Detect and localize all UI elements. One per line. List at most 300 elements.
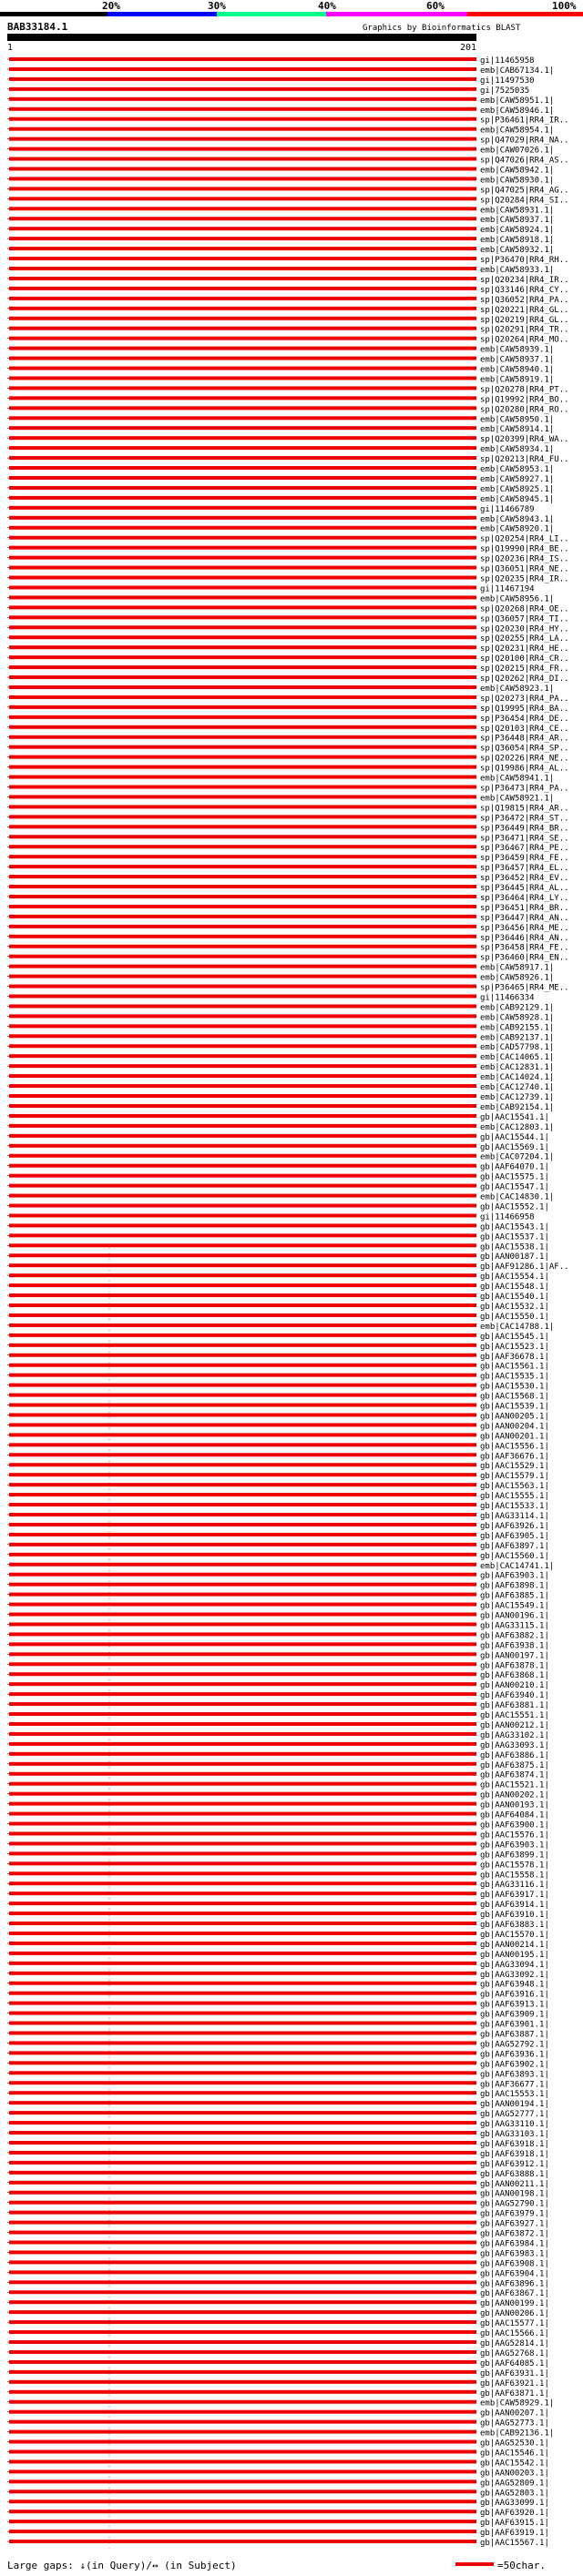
hit-bar[interactable] <box>9 1692 476 1696</box>
hit-row[interactable] <box>7 954 569 963</box>
hit-row[interactable] <box>7 435 569 444</box>
hit-label[interactable]: gb|AAG33093.1| <box>480 1740 549 1750</box>
hit-label[interactable]: emb|CAW58932.1| <box>480 246 555 256</box>
hit-label[interactable]: gb|AAN00198.1| <box>480 2189 549 2199</box>
hit-label[interactable]: gb|AAC15575.1| <box>480 1172 549 1182</box>
hit-row[interactable] <box>7 974 554 983</box>
hit-label[interactable]: gb|AAG33115.1| <box>480 1621 549 1631</box>
hit-row[interactable] <box>7 1522 549 1531</box>
hit-label[interactable]: gb|AAG52773.1| <box>480 2419 549 2429</box>
hit-label[interactable]: sp|Q20264|RR4_MO.. <box>480 335 569 345</box>
hit-row[interactable] <box>7 725 569 734</box>
hit-row[interactable] <box>7 525 554 534</box>
hit-row[interactable] <box>7 594 554 603</box>
hit-bar[interactable] <box>9 2240 476 2244</box>
hit-row[interactable] <box>7 2060 549 2069</box>
hit-bar[interactable] <box>9 675 476 679</box>
hit-row[interactable] <box>7 1602 549 1611</box>
hit-row[interactable] <box>7 2309 549 2318</box>
hit-row[interactable] <box>7 1991 549 2000</box>
hit-bar[interactable] <box>9 1932 476 1935</box>
hit-label[interactable]: gb|AAF63908.1| <box>480 2259 549 2269</box>
hit-label[interactable]: sp|P36467|RR4_PE.. <box>480 844 569 854</box>
hit-label[interactable]: gi|11466958 <box>480 1212 535 1222</box>
hit-label[interactable]: sp|Q36054|RR4_SP.. <box>480 744 569 754</box>
hit-label[interactable]: sp|Q20255|RR4_LA.. <box>480 634 569 644</box>
hit-label[interactable]: sp|Q20213|RR4_FU.. <box>480 455 569 465</box>
hit-row[interactable] <box>7 1641 549 1650</box>
hit-bar[interactable] <box>9 1543 476 1547</box>
hit-bar[interactable] <box>9 2260 476 2264</box>
hit-label[interactable]: emb|CAC07204.1| <box>480 1152 555 1162</box>
hit-bar[interactable] <box>9 1164 476 1168</box>
hit-label[interactable]: gb|AAF63948.1| <box>480 1980 549 1990</box>
hit-label[interactable]: gb|AAF63904.1| <box>480 2269 549 2279</box>
hit-label[interactable]: gb|AAN00205.1| <box>480 1412 549 1422</box>
hit-bar[interactable] <box>9 1772 476 1776</box>
hit-label[interactable]: gb|AAG52814.1| <box>480 2339 549 2349</box>
hit-label[interactable]: gb|AAF63903.1| <box>480 1571 549 1581</box>
hit-row[interactable] <box>7 2459 549 2468</box>
hit-label[interactable]: emb|CAC12831.1| <box>480 1063 555 1073</box>
hit-row[interactable] <box>7 654 569 664</box>
hit-label[interactable]: gb|AAC15543.1| <box>480 1222 549 1232</box>
hit-row[interactable] <box>7 505 535 514</box>
hit-label[interactable]: sp|P36464|RR4_LY.. <box>480 893 569 903</box>
hit-label[interactable]: gb|AAC15546.1| <box>480 2449 549 2459</box>
hit-bar[interactable] <box>9 1124 476 1128</box>
hit-row[interactable] <box>7 685 554 694</box>
hit-row[interactable] <box>7 1572 549 1581</box>
hit-bar[interactable] <box>9 2490 476 2493</box>
hit-bar[interactable] <box>9 1871 476 1875</box>
hit-bar[interactable] <box>9 77 476 81</box>
hit-label[interactable]: gb|AAC15549.1| <box>480 1601 549 1611</box>
hit-label[interactable]: emb|CAW58941.1| <box>480 774 555 784</box>
hit-bar[interactable] <box>9 107 476 111</box>
hit-row[interactable] <box>7 2200 549 2209</box>
hit-label[interactable]: gb|AAN00206.1| <box>480 2309 549 2319</box>
hit-bar[interactable] <box>9 67 476 71</box>
hit-row[interactable] <box>7 1651 549 1660</box>
hit-row[interactable] <box>7 1891 549 1900</box>
hit-row[interactable] <box>7 924 569 933</box>
hit-row[interactable] <box>7 485 554 494</box>
hit-row[interactable] <box>7 1532 549 1541</box>
hit-bar[interactable] <box>9 1831 476 1835</box>
hit-row[interactable] <box>7 1621 549 1630</box>
hit-label[interactable]: gb|AAF63983.1| <box>480 2249 549 2259</box>
hit-bar[interactable] <box>9 2290 476 2294</box>
hit-bar[interactable] <box>9 705 476 709</box>
hit-bar[interactable] <box>9 1443 476 1446</box>
hit-label[interactable]: sp|Q20273|RR4_PA.. <box>480 694 569 704</box>
hit-bar[interactable] <box>9 1413 476 1416</box>
hit-label[interactable]: gb|AAC15552.1| <box>480 1202 549 1212</box>
hit-row[interactable] <box>7 266 554 275</box>
hit-bar[interactable] <box>9 187 476 190</box>
hit-label[interactable]: gb|AAC15567.1| <box>480 2539 549 2549</box>
hit-bar[interactable] <box>9 2310 476 2314</box>
hit-bar[interactable] <box>9 1861 476 1865</box>
hit-bar[interactable] <box>9 2231 476 2235</box>
hit-label[interactable]: gb|AAC15558.1| <box>480 1871 549 1881</box>
hit-row[interactable] <box>7 2140 549 2149</box>
hit-bar[interactable] <box>9 2540 476 2543</box>
hit-label[interactable]: gb|AAF63875.1| <box>480 1760 549 1770</box>
hit-row[interactable] <box>7 515 554 524</box>
hit-row[interactable] <box>7 1232 549 1242</box>
hit-label[interactable]: gb|AAF63920.1| <box>480 2509 549 2519</box>
hit-bar[interactable] <box>9 506 476 510</box>
hit-row[interactable] <box>7 1472 549 1481</box>
hit-label[interactable]: gb|AAF63926.1| <box>480 1521 549 1531</box>
hit-label[interactable]: emb|CAW58943.1| <box>480 514 555 524</box>
hit-label[interactable]: emb|CAW58919.1| <box>480 375 555 385</box>
hit-bar[interactable] <box>9 426 476 430</box>
hit-label[interactable]: gb|AAF63874.1| <box>480 1770 549 1780</box>
hit-bar[interactable] <box>9 1652 476 1656</box>
hit-row[interactable] <box>7 874 569 883</box>
hit-label[interactable]: gb|AAF63979.1| <box>480 2209 549 2219</box>
hit-row[interactable] <box>7 664 569 674</box>
hit-row[interactable] <box>7 2001 549 2010</box>
hit-row[interactable] <box>7 56 535 66</box>
hit-label[interactable]: gb|AAN00211.1| <box>480 2179 549 2189</box>
hit-row[interactable] <box>7 814 569 823</box>
hit-bar[interactable] <box>9 1891 476 1895</box>
hit-row[interactable] <box>7 884 569 893</box>
hit-bar[interactable] <box>9 486 476 490</box>
hit-label[interactable]: gb|AAG52790.1| <box>480 2199 549 2209</box>
hit-row[interactable] <box>7 584 535 593</box>
hit-bar[interactable] <box>9 615 476 619</box>
hit-row[interactable] <box>7 2429 554 2439</box>
hit-label[interactable]: gb|AAF63872.1| <box>480 2229 549 2239</box>
hit-label[interactable]: gb|AAG33092.1| <box>480 1970 549 1980</box>
hit-bar[interactable] <box>9 935 476 938</box>
hit-row[interactable] <box>7 1242 549 1252</box>
hit-row[interactable] <box>7 1801 549 1810</box>
hit-row[interactable] <box>7 604 569 614</box>
hit-row[interactable] <box>7 2249 549 2258</box>
hit-row[interactable] <box>7 2220 549 2229</box>
hit-label[interactable]: sp|Q19986|RR4_AL.. <box>480 764 569 774</box>
hit-bar[interactable] <box>9 566 476 570</box>
hit-bar[interactable] <box>9 1922 476 1925</box>
hit-bar[interactable] <box>9 1044 476 1048</box>
hit-row[interactable] <box>7 695 569 704</box>
hit-bar[interactable] <box>9 227 476 230</box>
hit-row[interactable] <box>7 735 569 744</box>
hit-label[interactable]: gb|AAN00199.1| <box>480 2299 549 2309</box>
hit-bar[interactable] <box>9 715 476 719</box>
hit-bar[interactable] <box>9 665 476 669</box>
hit-bar[interactable] <box>9 1384 476 1387</box>
hit-row[interactable] <box>7 1253 549 1262</box>
hit-label[interactable]: gb|AAN00194.1| <box>480 2100 549 2110</box>
hit-label[interactable]: gb|AAG33116.1| <box>480 1881 549 1891</box>
hit-bar[interactable] <box>9 1782 476 1786</box>
hit-label[interactable]: gb|AAF63883.1| <box>480 1921 549 1931</box>
hit-bar[interactable] <box>9 147 476 151</box>
hit-bar[interactable] <box>9 1203 476 1207</box>
hit-bar[interactable] <box>9 1144 476 1148</box>
hit-bar[interactable] <box>9 1622 476 1626</box>
hit-row[interactable] <box>7 2509 549 2518</box>
hit-label[interactable]: gb|AAC15561.1| <box>480 1362 549 1372</box>
hit-row[interactable] <box>7 2469 549 2478</box>
hit-row[interactable] <box>7 2279 549 2288</box>
hit-row[interactable] <box>7 1193 554 1202</box>
hit-row[interactable] <box>7 1083 554 1092</box>
hit-row[interactable] <box>7 984 569 993</box>
hit-bar[interactable] <box>9 1533 476 1536</box>
hit-bar[interactable] <box>9 2061 476 2064</box>
hit-bar[interactable] <box>9 1902 476 1905</box>
hit-row[interactable] <box>7 1951 549 1960</box>
hit-row[interactable] <box>7 1941 549 1950</box>
hit-label[interactable]: emb|CAW58956.1| <box>480 594 555 604</box>
hit-bar[interactable] <box>9 1104 476 1108</box>
hit-label[interactable]: sp|P36458|RR4_FE.. <box>480 943 569 953</box>
hit-bar[interactable] <box>9 1972 476 1975</box>
hit-label[interactable]: gb|AAF63927.1| <box>480 2219 549 2229</box>
hit-label[interactable]: gb|AAF63915.1| <box>480 2519 549 2529</box>
hit-row[interactable] <box>7 1552 549 1561</box>
hit-row[interactable] <box>7 934 569 943</box>
hit-bar[interactable] <box>9 835 476 838</box>
hit-row[interactable] <box>7 1303 549 1312</box>
hit-row[interactable] <box>7 2100 549 2109</box>
hit-bar[interactable] <box>9 297 476 300</box>
hit-label[interactable]: gb|AAF63886.1| <box>480 1750 549 1760</box>
hit-label[interactable]: sp|P36465|RR4_ME.. <box>480 983 569 993</box>
hit-bar[interactable] <box>9 2300 476 2304</box>
hit-bar[interactable] <box>9 945 476 948</box>
hit-bar[interactable] <box>9 406 476 410</box>
hit-label[interactable]: gi|7525035 <box>480 86 530 96</box>
hit-label[interactable]: sp|Q19990|RR4_BE.. <box>480 544 569 554</box>
hit-label[interactable]: emb|CAW58940.1| <box>480 365 555 375</box>
hit-label[interactable]: gb|AAF63905.1| <box>480 1531 549 1541</box>
hit-bar[interactable] <box>9 1423 476 1426</box>
hit-bar[interactable] <box>9 1154 476 1158</box>
hit-bar[interactable] <box>9 57 476 61</box>
hit-label[interactable]: gb|AAN00202.1| <box>480 1790 549 1800</box>
hit-label[interactable]: gb|AAC15532.1| <box>480 1303 549 1312</box>
hit-row[interactable] <box>7 196 569 205</box>
hit-label[interactable]: gb|AAN00196.1| <box>480 1611 549 1621</box>
hit-label[interactable]: emb|CAW58950.1| <box>480 415 555 425</box>
hit-label[interactable]: gb|AAC15569.1| <box>480 1142 549 1152</box>
hit-row[interactable] <box>7 1851 549 1860</box>
hit-bar[interactable] <box>9 2071 476 2074</box>
hit-label[interactable]: gb|AAC15560.1| <box>480 1551 549 1561</box>
hit-row[interactable] <box>7 2339 549 2348</box>
hit-bar[interactable] <box>9 287 476 290</box>
hit-row[interactable] <box>7 2239 549 2248</box>
hit-row[interactable] <box>7 715 569 724</box>
hit-row[interactable] <box>7 1133 549 1142</box>
hit-label[interactable]: gb|AAF63897.1| <box>480 1541 549 1551</box>
hit-label[interactable]: gb|AAF63887.1| <box>480 2030 549 2040</box>
hit-row[interactable] <box>7 1761 549 1770</box>
hit-bar[interactable] <box>9 1841 476 1845</box>
hit-label[interactable]: sp|Q20215|RR4_FR.. <box>480 664 569 674</box>
hit-row[interactable] <box>7 465 554 474</box>
hit-bar[interactable] <box>9 466 476 470</box>
hit-bar[interactable] <box>9 1682 476 1686</box>
hit-bar[interactable] <box>9 2151 476 2155</box>
hit-label[interactable]: emb|CAW58953.1| <box>480 465 555 475</box>
hit-bar[interactable] <box>9 1553 476 1557</box>
hit-label[interactable]: gb|AAN00197.1| <box>480 1651 549 1661</box>
hit-bar[interactable] <box>9 257 476 260</box>
hit-row[interactable] <box>7 445 554 454</box>
hit-row[interactable] <box>7 1143 549 1152</box>
hit-label[interactable]: gb|AAF63931.1| <box>480 2368 549 2378</box>
hit-row[interactable] <box>7 555 569 564</box>
hit-row[interactable] <box>7 2419 549 2429</box>
hit-label[interactable]: emb|CAC14788.1| <box>480 1322 555 1332</box>
hit-bar[interactable] <box>9 2091 476 2094</box>
hit-row[interactable] <box>7 1582 549 1591</box>
hit-label[interactable]: gb|AAC15545.1| <box>480 1332 549 1342</box>
hit-bar[interactable] <box>9 97 476 101</box>
hit-label[interactable]: emb|CAD57798.1| <box>480 1043 555 1053</box>
hit-label[interactable]: gb|AAN00201.1| <box>480 1432 549 1442</box>
hit-bar[interactable] <box>9 695 476 699</box>
hit-bar[interactable] <box>9 496 476 500</box>
hit-bar[interactable] <box>9 237 476 240</box>
hit-label[interactable]: gb|AAG52777.1| <box>480 2110 549 2120</box>
hit-bar[interactable] <box>9 605 476 609</box>
hit-row[interactable] <box>7 745 569 754</box>
hit-bar[interactable] <box>9 1992 476 1995</box>
hit-label[interactable]: gb|AAF63910.1| <box>480 1911 549 1921</box>
hit-label[interactable]: emb|CAW58951.1| <box>480 96 555 106</box>
hit-row[interactable] <box>7 1901 549 1910</box>
hit-label[interactable]: sp|P36472|RR4_ST.. <box>480 814 569 824</box>
hit-row[interactable] <box>7 2329 549 2338</box>
hit-label[interactable]: gb|AAG33103.1| <box>480 2130 549 2140</box>
hit-row[interactable] <box>7 2499 549 2508</box>
hit-row[interactable] <box>7 1323 554 1332</box>
hit-row[interactable] <box>7 993 535 1002</box>
hit-label[interactable]: sp|Q20284|RR4_SI.. <box>480 196 569 206</box>
hit-bar[interactable] <box>9 635 476 639</box>
hit-row[interactable] <box>7 1422 549 1431</box>
hit-label[interactable]: gb|AAC15542.1| <box>480 2459 549 2469</box>
hit-bar[interactable] <box>9 2221 476 2225</box>
hit-bar[interactable] <box>9 815 476 818</box>
hit-label[interactable]: sp|Q20280|RR4_RO.. <box>480 405 569 415</box>
hit-row[interactable] <box>7 2379 549 2388</box>
hit-bar[interactable] <box>9 317 476 320</box>
hit-row[interactable] <box>7 1931 549 1940</box>
hit-bar[interactable] <box>9 337 476 340</box>
hit-bar[interactable] <box>9 1473 476 1476</box>
hit-bar[interactable] <box>9 1404 476 1407</box>
hit-label[interactable]: sp|Q20291|RR4_TR.. <box>480 325 569 335</box>
hit-row[interactable] <box>7 1293 549 1302</box>
hit-label[interactable]: gb|AAF63918.1| <box>480 2149 549 2159</box>
hit-label[interactable]: gb|AAF64070.1| <box>480 1162 549 1172</box>
hit-row[interactable] <box>7 1462 549 1471</box>
hit-label[interactable]: gi|11467194 <box>480 584 535 594</box>
hit-label[interactable]: gb|AAG33102.1| <box>480 1730 549 1740</box>
hit-row[interactable] <box>7 1701 549 1710</box>
hit-label[interactable]: gb|AAF63896.1| <box>480 2279 549 2289</box>
hit-bar[interactable] <box>9 745 476 749</box>
hit-label[interactable]: sp|Q47029|RR4_NA.. <box>480 136 569 146</box>
hit-label[interactable]: emb|CAW58946.1| <box>480 106 555 116</box>
hit-label[interactable]: gb|AAC15530.1| <box>480 1382 549 1392</box>
hit-row[interactable] <box>7 535 569 544</box>
hit-bar[interactable] <box>9 1253 476 1257</box>
hit-label[interactable]: gb|AAF63898.1| <box>480 1581 549 1591</box>
hit-bar[interactable] <box>9 825 476 828</box>
hit-bar[interactable] <box>9 177 476 180</box>
hit-row[interactable] <box>7 236 554 245</box>
hit-row[interactable] <box>7 1393 549 1402</box>
hit-label[interactable]: sp|Q36051|RR4_NE.. <box>480 564 569 574</box>
hit-row[interactable] <box>7 1183 549 1192</box>
hit-row[interactable] <box>7 296 569 305</box>
hit-row[interactable] <box>7 2090 549 2099</box>
hit-label[interactable]: gb|AAF64085.1| <box>480 2358 549 2368</box>
hit-label[interactable]: gb|AAN00193.1| <box>480 1800 549 1810</box>
hit-row[interactable] <box>7 2011 549 2020</box>
hit-bar[interactable] <box>9 1323 476 1327</box>
hit-label[interactable]: sp|P36449|RR4_BR.. <box>480 824 569 834</box>
hit-label[interactable]: sp|P36446|RR4_AN.. <box>480 933 569 943</box>
hit-row[interactable] <box>7 375 554 384</box>
hit-label[interactable]: gb|AAC15550.1| <box>480 1312 549 1322</box>
hit-bar[interactable] <box>9 1802 476 1806</box>
hit-bar[interactable] <box>9 1732 476 1736</box>
hit-row[interactable] <box>7 286 569 295</box>
hit-label[interactable]: emb|CAB92136.1| <box>480 2429 555 2439</box>
hit-bar[interactable] <box>9 2380 476 2384</box>
hit-row[interactable] <box>7 964 554 973</box>
hit-label[interactable]: gb|AAN00204.1| <box>480 1422 549 1432</box>
hit-label[interactable]: gb|AAG33110.1| <box>480 2120 549 2130</box>
hit-label[interactable]: gb|AAF36678.1| <box>480 1352 549 1362</box>
hit-row[interactable] <box>7 117 569 126</box>
hit-bar[interactable] <box>9 1912 476 1915</box>
hit-bar[interactable] <box>9 2101 476 2104</box>
hit-label[interactable]: sp|Q19992|RR4_BO.. <box>480 395 569 405</box>
hit-bar[interactable] <box>9 1453 476 1456</box>
hit-row[interactable] <box>7 127 554 136</box>
hit-bar[interactable] <box>9 645 476 649</box>
hit-label[interactable]: emb|CAB92137.1| <box>480 1033 555 1043</box>
hit-bar[interactable] <box>9 1313 476 1317</box>
hit-row[interactable] <box>7 1542 549 1551</box>
hit-label[interactable]: sp|Q20268|RR4_OE.. <box>480 604 569 614</box>
hit-bar[interactable] <box>9 2400 476 2404</box>
hit-bar[interactable] <box>9 785 476 788</box>
hit-row[interactable] <box>7 1333 549 1342</box>
hit-row[interactable] <box>7 1163 549 1172</box>
hit-bar[interactable] <box>9 2340 476 2344</box>
hit-bar[interactable] <box>9 2459 476 2463</box>
hit-row[interactable] <box>7 106 554 116</box>
hit-bar[interactable] <box>9 1243 476 1247</box>
hit-row[interactable] <box>7 1841 549 1850</box>
